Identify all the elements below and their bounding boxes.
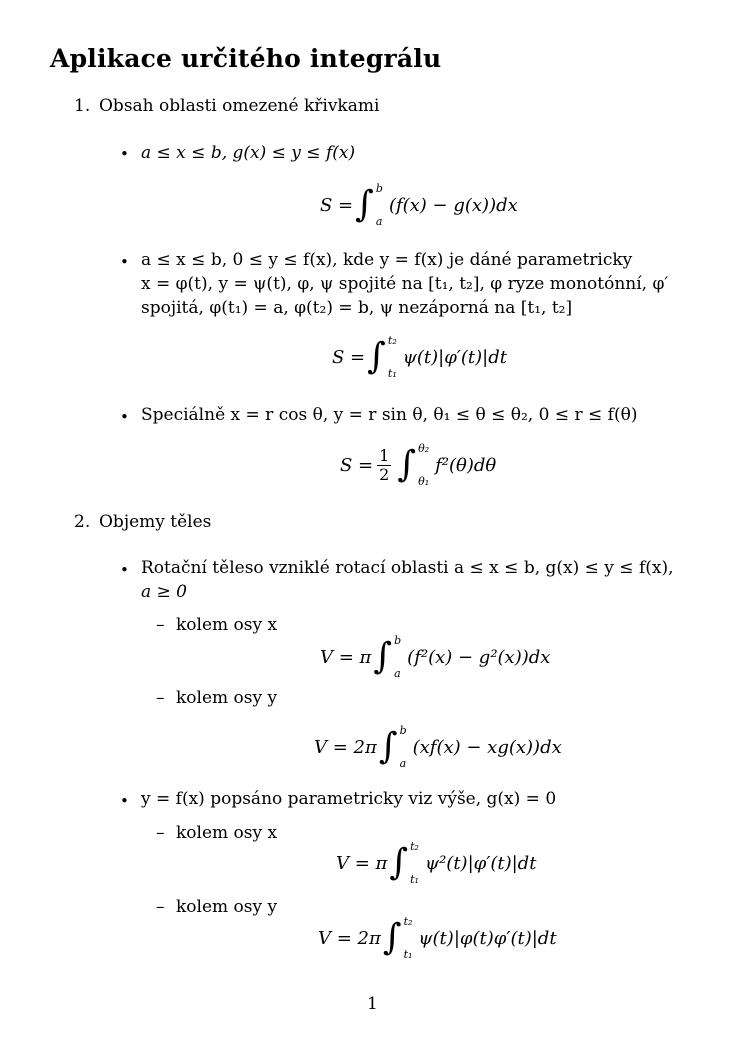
integral-limits <box>410 840 419 886</box>
integral-limits <box>404 915 413 961</box>
formula-body: (f(x) − g(x))dx <box>388 194 518 216</box>
s1-item3-formula <box>340 442 496 488</box>
s2-sub2-formula <box>314 724 562 770</box>
section-1-number: 1. <box>74 96 91 116</box>
s1-item2-line2: x = φ(t), y = ψ(t), φ, ψ spojité na [t₁, t₂], φ ryze monotónní, φ′ <box>141 274 669 294</box>
formula-lhs: S = <box>320 194 354 216</box>
formula-body: (xf(x) − xg(x))dx <box>412 736 562 758</box>
integral-sign: ∫ <box>382 917 402 958</box>
upper-limit: t₂ <box>387 334 397 347</box>
integral-limits <box>418 442 429 488</box>
s1-item1-formula <box>320 182 518 228</box>
upper-limit: b <box>394 634 402 647</box>
upper-limit: θ₂ <box>418 442 430 455</box>
dash: – <box>156 688 165 708</box>
upper-limit: b <box>375 182 383 195</box>
integral-sign: ∫ <box>367 336 386 377</box>
s1-item2-formula <box>332 334 507 380</box>
s2-sub2-label: kolem osy y <box>176 688 278 708</box>
bullet: • <box>120 253 129 271</box>
formula-lhs: S = <box>332 346 366 368</box>
upper-limit: b <box>399 724 407 737</box>
dash: – <box>156 615 165 635</box>
fraction-numerator: 1 <box>379 445 390 465</box>
integral-sign: ∫ <box>389 842 409 883</box>
integral-limits <box>400 724 407 770</box>
dash: – <box>156 823 165 843</box>
fraction <box>377 447 391 483</box>
formula-body: f²(θ)dθ <box>435 454 497 476</box>
s2-sub4-label: kolem osy y <box>176 897 278 917</box>
integral-sign: ∫ <box>373 636 393 677</box>
integral-limits <box>376 182 383 228</box>
bullet: • <box>120 408 129 426</box>
fraction-denominator: 2 <box>379 464 390 484</box>
integral-limits <box>394 634 401 680</box>
formula-body: ψ(t)|φ′(t)|dt <box>402 346 507 368</box>
lower-limit: a <box>375 215 383 228</box>
section-1-heading: Obsah oblasti omezené křivkami <box>99 96 380 116</box>
upper-limit: t₂ <box>403 915 413 928</box>
integral-limits <box>388 334 397 380</box>
integral-sign: ∫ <box>355 184 374 225</box>
s1-item1-text: a ≤ x ≤ b, g(x) ≤ y ≤ f(x) <box>141 143 356 163</box>
lower-limit: t₁ <box>387 367 397 380</box>
s2-sub1-label: kolem osy x <box>176 615 278 635</box>
section-2-heading: Objemy těles <box>99 512 212 532</box>
s1-item3-text: Speciálně x = r cos θ, y = r sin θ, θ₁ ≤ θ ≤ θ₂, 0 ≤ r ≤ f(θ) <box>141 405 638 425</box>
s2-sub3-formula <box>336 840 536 886</box>
bullet: • <box>120 145 129 163</box>
s2-item1-line2: a ≥ 0 <box>141 582 188 602</box>
s2-item1-line1: Rotační těleso vzniklé rotací oblasti a ≤ x ≤ b, g(x) ≤ y ≤ f(x), <box>141 558 674 578</box>
formula-lhs: V = π <box>320 646 372 668</box>
bullet: • <box>120 792 129 810</box>
s1-item2-line3: spojitá, φ(t₁) = a, φ(t₂) = b, ψ nezáporná na [t₁, t₂] <box>141 298 573 318</box>
section-2-number: 2. <box>74 512 91 532</box>
lower-limit: θ₁ <box>418 475 430 488</box>
formula-body: (f²(x) − g²(x))dx <box>407 646 551 668</box>
dash: – <box>156 897 165 917</box>
lower-limit: a <box>399 757 407 770</box>
s1-item2-line1: a ≤ x ≤ b, 0 ≤ y ≤ f(x), kde y = f(x) je dáné parametricky <box>141 250 633 270</box>
formula-lhs: V = π <box>336 852 388 874</box>
page-number: 1 <box>367 994 378 1014</box>
s2-sub4-formula <box>318 915 557 961</box>
lower-limit: a <box>394 667 401 680</box>
s2-sub1-formula <box>320 634 550 680</box>
formula-body: ψ²(t)|φ′(t)|dt <box>424 852 537 874</box>
lower-limit: t₁ <box>403 948 413 961</box>
formula-lhs: S = <box>340 454 374 476</box>
lower-limit: t₁ <box>410 873 419 886</box>
page-title: Aplikace určitého integrálu <box>50 44 442 73</box>
bullet: • <box>120 561 129 579</box>
integral-sign: ∫ <box>378 726 398 767</box>
formula-lhs: V = 2π <box>314 736 377 758</box>
formula-body: ψ(t)|φ(t)φ′(t)|dt <box>418 927 557 949</box>
formula-lhs: V = 2π <box>318 927 381 949</box>
upper-limit: t₂ <box>410 840 419 853</box>
s2-item2-text: y = f(x) popsáno parametricky viz výše, g(x) = 0 <box>141 789 557 809</box>
integral-sign: ∫ <box>397 444 417 485</box>
s2-sub3-label: kolem osy x <box>176 823 278 843</box>
